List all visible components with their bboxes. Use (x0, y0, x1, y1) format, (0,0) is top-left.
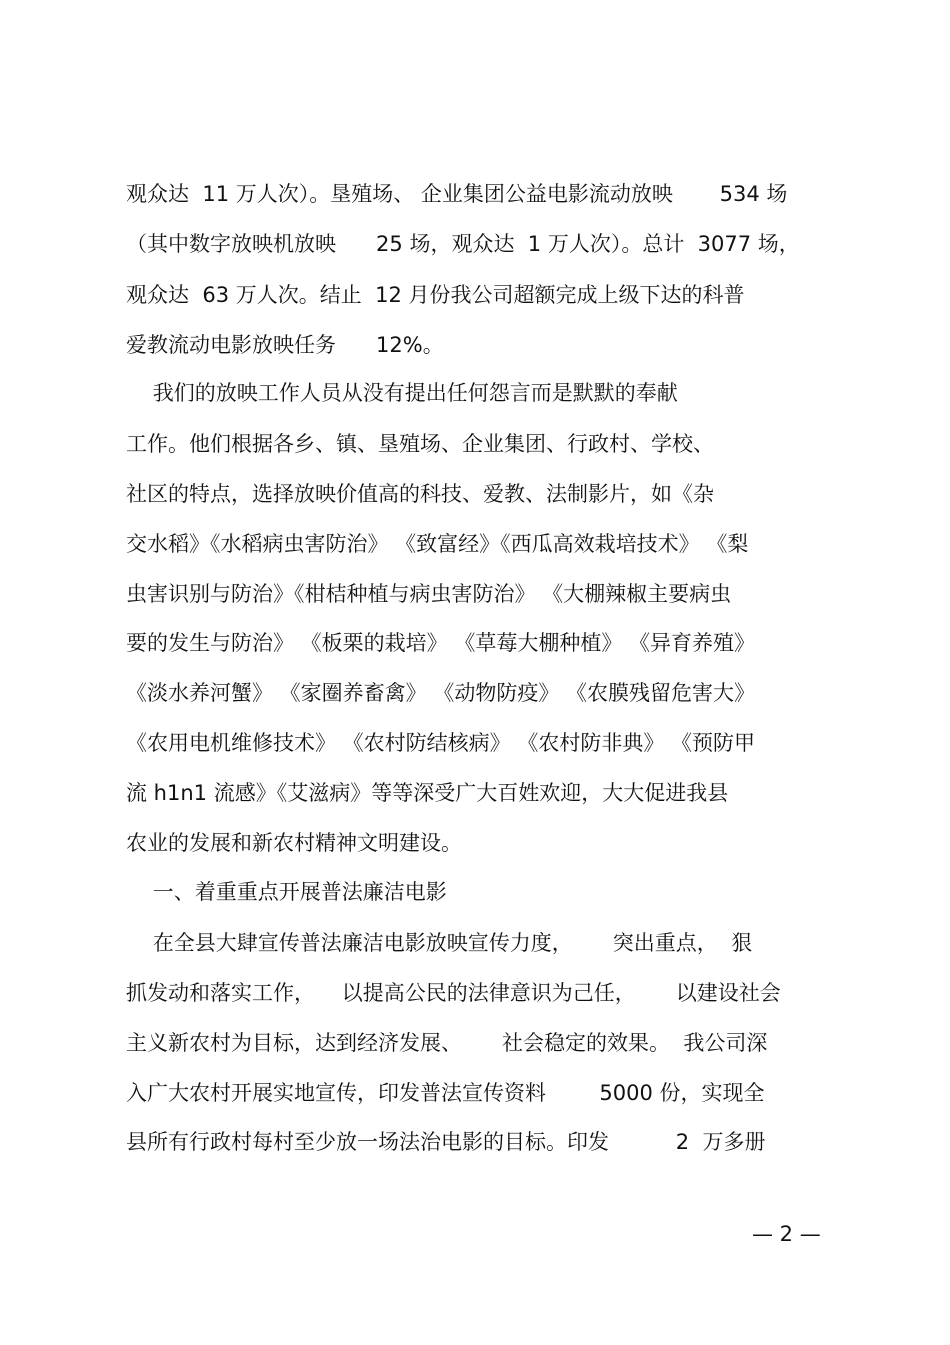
text-line: 观众达 63 万人次。结止 12 月份我公司超额完成上级下达的科普 (126, 283, 745, 307)
text-line: 工作。他们根据各乡、镇、垦殖场、企业集团、行政村、学校、 (126, 432, 714, 456)
text-line: 要的发生与防治》 《板栗的栽培》 《草莓大棚种植》 《异育养殖》 (126, 631, 756, 655)
text-line: 交水稻》《水稻病虫害防治》 《致富经》《西瓜高效栽培技术》 《梨 (126, 532, 749, 556)
text-line: 入广大农村开展实地宣传，印发普法宣传资料 5000 份，实现全 (126, 1081, 765, 1105)
text-line: 《淡水养河蟹》 《家圈养畜禽》 《动物防疫》 《农膜残留危害大》 (126, 681, 756, 705)
text-line: 我们的放映工作人员从没有提出任何怨言而是默默的奉献 (126, 381, 678, 405)
text-line: 在全县大肆宣传普法廉洁电影放映宣传力度， 突出重点， 狠 (126, 931, 753, 955)
text-line: （其中数字放映机放映 25 场，观众达 1 万人次）。总计 3077 场， (126, 232, 800, 256)
page-number: — 2 — (752, 1222, 821, 1246)
text-line: 县所有行政村每村至少放一场法治电影的目标。印发 2 万多册 (126, 1130, 766, 1154)
text-line: 流 h1n1 流感》《艾滋病》等等深受广大百姓欢迎，大大促进我县 (126, 781, 729, 805)
text-line: 主义新农村为目标，达到经济发展、 社会稳定的效果。 我公司深 (126, 1031, 768, 1055)
text-line: 《农用电机维修技术》 《农村防结核病》 《农村防非典》 《预防甲 (126, 731, 756, 755)
text-line: 观众达 11 万人次）。垦殖场、 企业集团公益电影流动放映 534 场 (126, 182, 788, 206)
text-line: 农业的发展和新农村精神文明建设。 (126, 831, 462, 855)
section-heading: 一、着重重点开展普法廉洁电影 (126, 880, 447, 904)
text-line: 爱教流动电影放映任务 12%。 (126, 333, 444, 357)
text-line: 社区的特点，选择放映价值高的科技、爱教、法制影片，如《杂 (126, 482, 714, 506)
text-line: 抓发动和落实工作， 以提高公民的法律意识为己任， 以建设社会 (126, 981, 781, 1005)
text-line: 虫害识别与防治》《柑桔种植与病虫害防治》 《大棚辣椒主要病虫 (126, 582, 732, 606)
